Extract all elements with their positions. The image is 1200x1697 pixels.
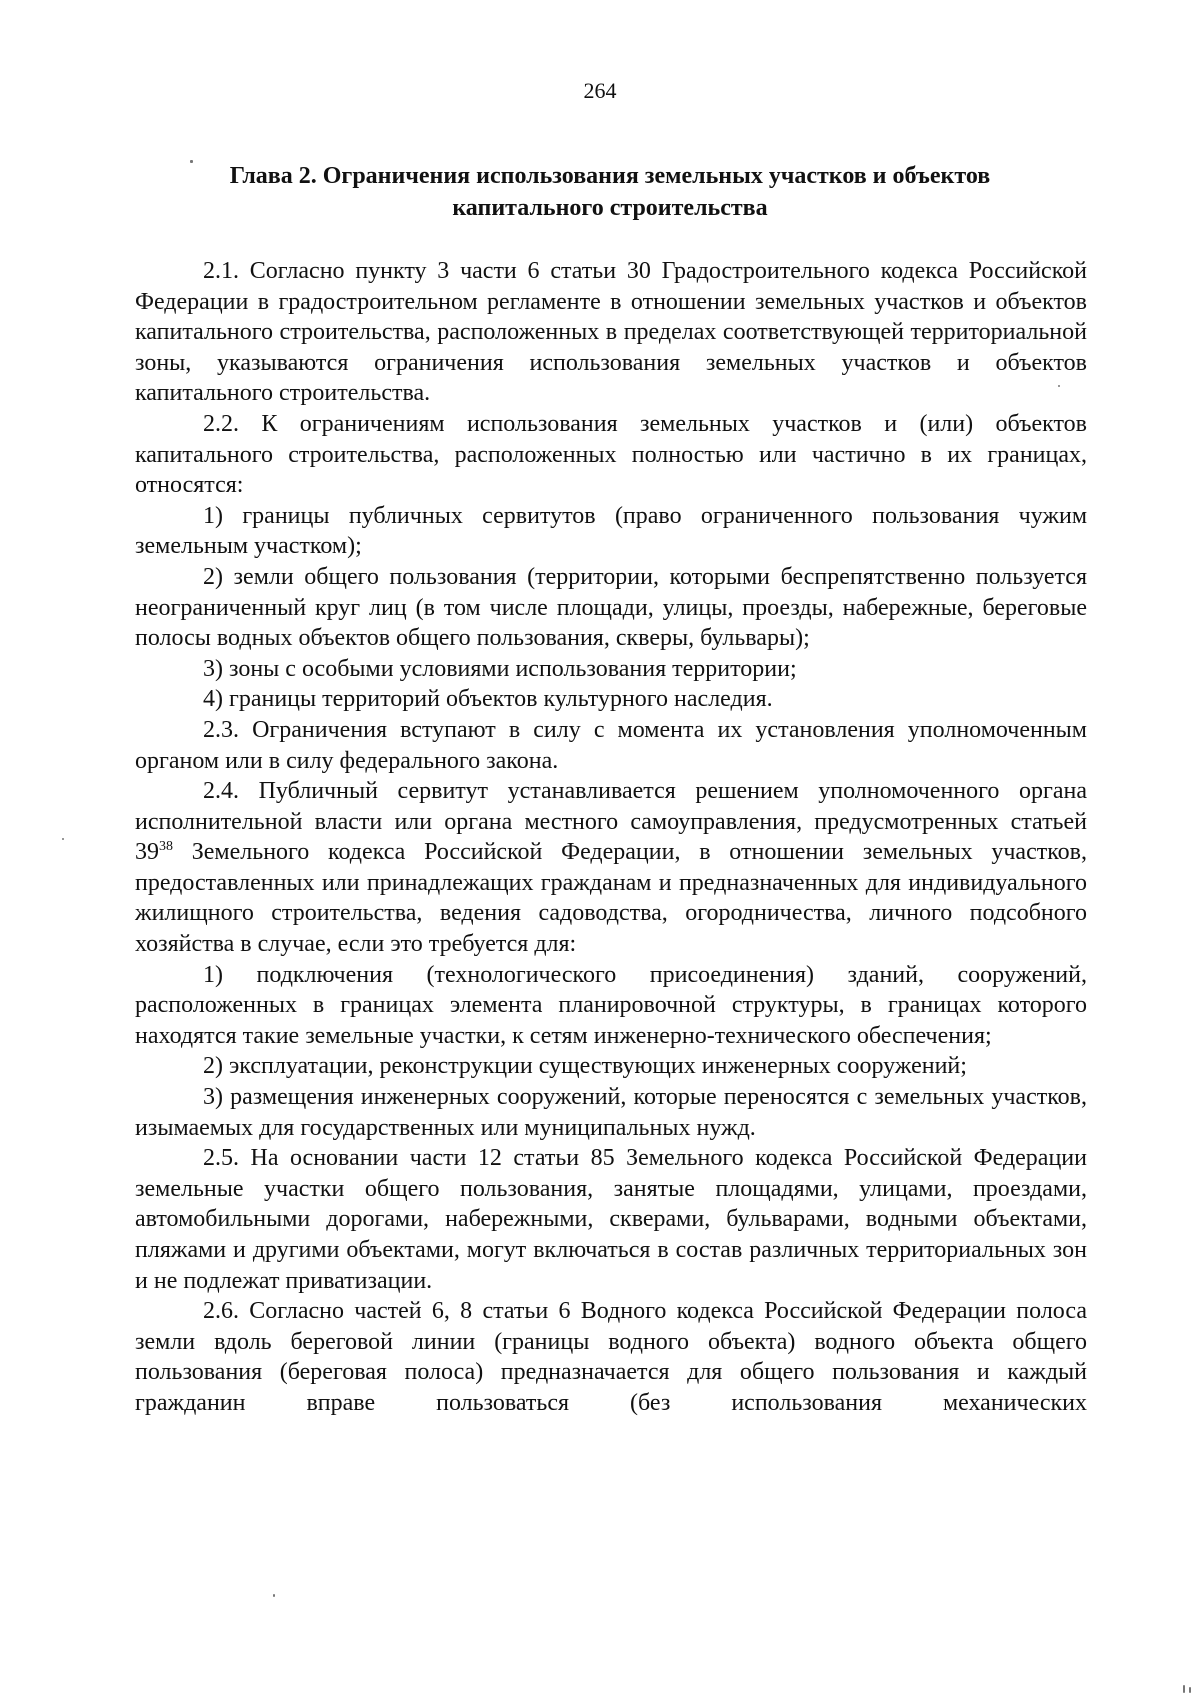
list-item-2-4-3: 3) размещения инженерных сооружений, которые переносятся с земельных участков, изымаемых для государственных или муниципальных нужд. [135, 1084, 1087, 1141]
document-body [135, 256, 1087, 1419]
list-item-2-2-3: 3) зоны с особыми условиями использования территории; [203, 655, 797, 682]
scan-speck [1183, 1685, 1185, 1693]
paragraph-2-4 [135, 776, 1087, 960]
list-item-2-2-1: 1) границы публичных сервитутов (право ограниченного пользования чужим земельным участком); [135, 502, 1087, 560]
chapter-title-line-1: Глава 2. Ограничения использования земельных участков и объектов [229, 163, 991, 189]
paragraph-2-5: 2.5. На основании части 12 статьи 85 Земельного кодекса Российской Федерации земельные участки общего пользования, занятые площадями, улицами, проездами, автомобильными дорогами, набережными, скверами, бульварами, водными объектами, пляжами и другими объектами, могут включаться в состав различных территориальных зон и не подлежат приватизации. [135, 1145, 1087, 1294]
paragraph-2-1: 2.1. Согласно пункту 3 части 6 статьи 30 Градостроительного кодекса Российской Федерации в градостроительном регламенте в отношении земельных участков и объектов капитального строительства, расположенных в пределах соответствующей территориальной зоны, указываются ограничения использования земельных участков и объектов капитального строительства. [135, 258, 1087, 407]
paragraph-2-2: 2.2. К ограничениям использования земельных участков и (или) объектов капитального строительства, расположенных полностью или частично в их границах, относятся: [135, 410, 1087, 499]
chapter-title-line-2: капитального строительства [452, 195, 768, 221]
paragraph-2-4-text-after: Земельного кодекса Российской Федерации, в отношении земельных участков, предоставленных или принадлежащих гражданам и предназначенных для индивидуального жилищного строительства, ведения садоводства, огородничества, личного подсобного хозяйства в случае, если это требуется для: [135, 839, 1087, 958]
scan-speck [190, 160, 193, 163]
list-item-2-4-2: 2) эксплуатации, реконструкции существующих инженерных сооружений; [203, 1053, 967, 1080]
scan-speck [273, 1594, 275, 1597]
list-item-2-2-2: 2) земли общего пользования (территории, которыми беспрепятственно пользуется неограниченный круг лиц (в том числе площади, улицы, проезды, набережные, береговые полосы водных объектов общего пользования, скверы, бульвары); [135, 563, 1087, 652]
paragraph-2-4-superscript: 38 [159, 839, 173, 855]
page-number: 264 [583, 78, 617, 103]
scan-speck [1189, 1687, 1191, 1693]
paragraph-2-3: 2.3. Ограничения вступают в силу с момента их установления уполномоченным органом или в силу федерального закона. [135, 716, 1087, 774]
paragraph-2-6: 2.6. Согласно частей 6, 8 статьи 6 Водного кодекса Российской Федерации полоса земли вдоль береговой линии (границы водного объекта) водного объекта общего пользования (береговая полоса) предназначается для общего пользования и каждый гражданин вправе пользоваться (без использования механических [135, 1298, 1087, 1416]
chapter-title [150, 160, 1070, 224]
scan-speck [1058, 385, 1060, 387]
list-item-2-4-1: 1) подключения (технологического присоединения) зданий, сооружений, расположенных в границах элемента планировочной структуры, в границах которого находятся такие земельные участки, к сетям инженерно-технического обеспечения; [135, 961, 1087, 1049]
paragraph-2-4-text-before: 2.4. Публичный сервитут устанавливается решением уполномоченного органа исполнительной власти или органа местного самоуправления, предусмотренных статьей 39 [135, 778, 1087, 866]
scan-speck [62, 838, 64, 840]
list-item-2-2-4: 4) границы территорий объектов культурного наследия. [203, 686, 773, 713]
